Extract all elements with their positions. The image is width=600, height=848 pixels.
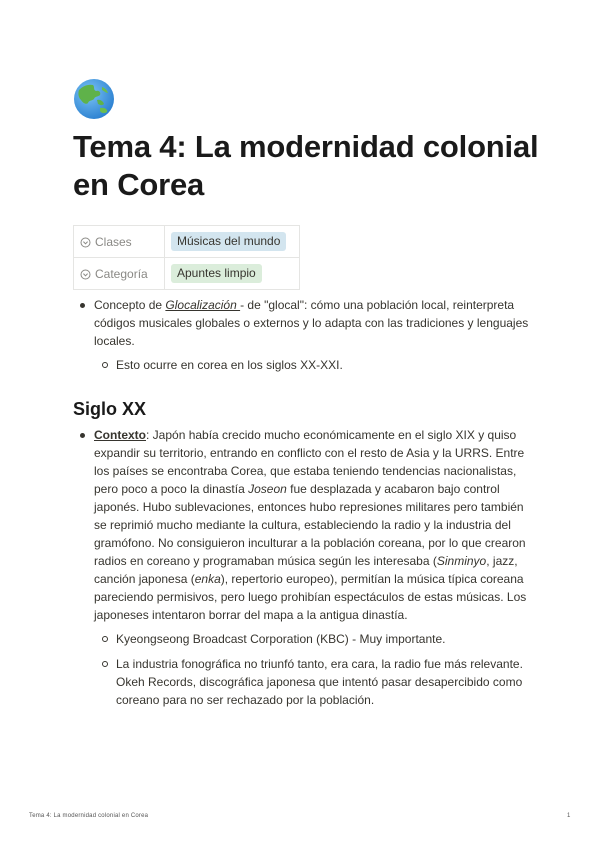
text-run: fue desplazada y acabaron bajo control japonés. Hubo sublevaciones, entonces hubo represiones militares pero también se reprimió mucho mediante la cultura, estableciendo la radio y la industria del gramófono. No consiguieron inculturar a la población coreana, por lo que crearon radios en coreano y programaban música según les interesaba ( — [94, 482, 526, 568]
property-name-cell — [74, 226, 165, 258]
section-heading: Siglo XX — [73, 399, 147, 419]
list-item — [73, 426, 533, 709]
page-icon — [73, 78, 115, 120]
list-item-text: Kyeongseong Broadcast Corporation (KBC) - Muy importante. — [116, 632, 446, 646]
sub-list — [94, 630, 533, 709]
property-row-categoria — [74, 258, 300, 290]
list-item-text: Esto ocurre en corea en los siglos XX-XXI. — [116, 358, 343, 372]
list-item — [94, 356, 533, 374]
list-item-text: La industria fonográfica no triunfó tanto, era cara, la radio fue más relevante. Okeh Records, discográfica japonesa que intentó pasar desapercibido como coreano para no ser rechazado por la población. — [116, 657, 523, 707]
list-item — [94, 655, 533, 709]
text-run: - de "glocal": cómo una población local, reinterpreta códigos musicales globales o externos y lo adapta con las tradiciones y lenguajes locales. — [94, 298, 529, 348]
page-title: Tema 4: La modernidad colonial en Corea — [73, 129, 539, 202]
term-sinminyo: Sinminyo — [436, 554, 487, 568]
term-enka: enka — [194, 572, 221, 586]
bullet-list — [73, 296, 533, 374]
list-item — [94, 630, 533, 648]
text-run: , jazz, canción japonesa ( — [94, 554, 518, 586]
list-item — [73, 296, 533, 374]
property-name-cell — [74, 258, 165, 290]
text-run: ), repertorio europeo), permitían la música típica coreana pareciendo permisivos, pero luego prohibían espectáculos de estas músicas. Los japoneses intentaron borrar del mapa a la antigua dinastía. — [94, 572, 527, 622]
property-row-clases — [74, 226, 300, 258]
property-name: Clases — [95, 234, 132, 249]
text-run: Concepto de — [94, 298, 166, 312]
page-content — [73, 296, 533, 716]
context-label: Contexto — [94, 428, 146, 442]
property-tag: Apuntes limpio — [171, 264, 262, 283]
properties-table — [73, 225, 300, 290]
property-value-cell — [165, 258, 300, 290]
term-joseon: Joseon — [248, 482, 287, 496]
footer-title: Tema 4: La modernidad colonial en Corea — [29, 813, 149, 819]
globe-asia-icon — [73, 78, 115, 120]
property-tag: Músicas del mundo — [171, 232, 286, 251]
property-name: Categoría — [95, 266, 148, 281]
sub-list — [94, 356, 533, 374]
term-glocalizacion: Glocalización — [165, 298, 241, 312]
bullet-list — [73, 426, 533, 709]
select-icon — [80, 237, 91, 248]
select-icon — [80, 269, 91, 280]
text-run: : Japón había crecido mucho económicamente en el siglo XIX y quiso expandir su territorio, entrando en conflicto con el resto de Asia y la URRS. Entre los países se encontraba Corea, que estaba teniendo tendencias nacionalistas, pero poco a poco la dinastía — [94, 428, 525, 496]
property-value-cell — [165, 226, 300, 258]
footer-page-number: 1 — [567, 813, 571, 819]
